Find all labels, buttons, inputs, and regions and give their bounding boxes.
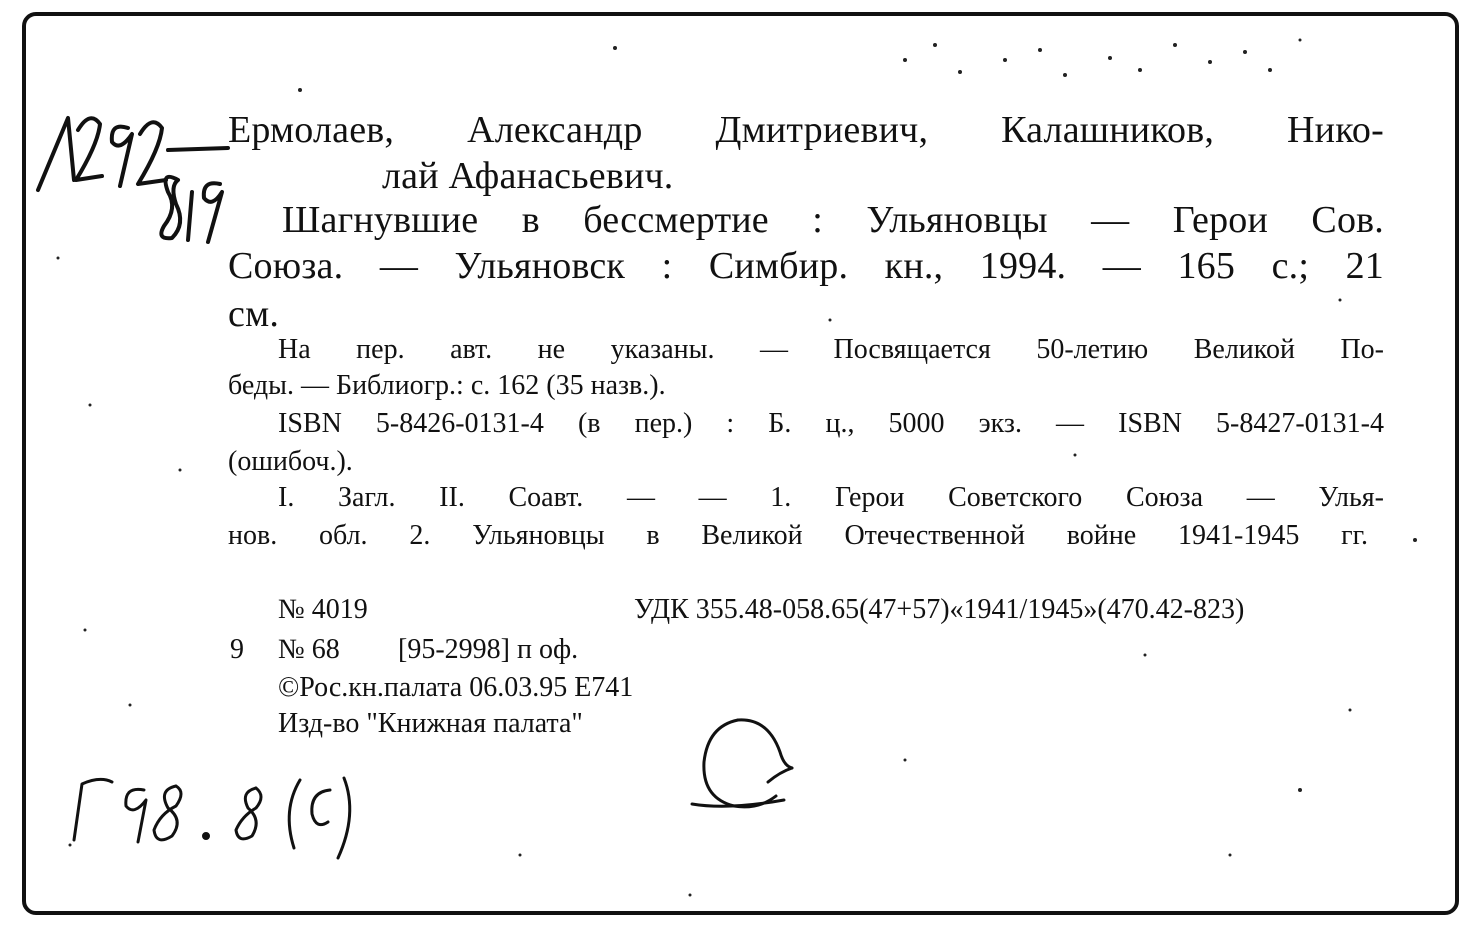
title-text-1: Шагнувшие в бессмертие : Ульяновцы — Герои Сов. <box>282 199 1384 241</box>
isbn-text-1: ISBN 5-8426-0131-4 (в пер.) : Б. ц., 5000 экз. — ISBN 5-8427-0131-4 <box>278 408 1384 439</box>
author-heading-line-2: лай Афанасьевич. <box>382 155 674 197</box>
copyright-line: ©Рос.кн.палата 06.03.95 Е741 <box>278 672 634 703</box>
note-text-1: На пер. авт. не указаны. — Посвящается 50-летию Великой По- <box>278 334 1384 365</box>
copy-index: 9 <box>230 634 244 665</box>
subjects-text-1: I. Загл. II. Соавт. — — 1. Герои Советского Союза — Улья- <box>278 482 1384 513</box>
author-heading-text: Ермолаев, Александр Дмитриевич, Калашников, Нико- <box>228 109 1384 151</box>
isbn-line-1 <box>278 408 1384 440</box>
note-line-1 <box>278 334 1384 366</box>
order-number: № 68 <box>278 634 340 665</box>
note-line-2: беды. — Библиогр.: с. 162 (35 назв.). <box>228 370 666 401</box>
title-line-2 <box>228 244 1384 288</box>
title-line-3: см. <box>228 293 280 335</box>
record-number: № 4019 <box>278 594 368 625</box>
handwritten-call-number-top <box>28 100 238 260</box>
publisher-line: Изд-во "Книжная палата" <box>278 708 583 739</box>
order-code: [95-2998] п оф. <box>398 634 579 665</box>
handwritten-call-number-bottom <box>60 770 380 870</box>
title-line-1 <box>282 198 1384 242</box>
subjects-line-2 <box>228 520 1368 552</box>
subjects-line-1 <box>278 482 1384 514</box>
subjects-text-2: нов. обл. 2. Ульяновцы в Великой Отечественной войне 1941-1945 гг. <box>228 520 1368 551</box>
udk-code: УДК 355.48-058.65(47+57)«1941/1945»(470.42-823) <box>634 594 1245 625</box>
isbn-line-2: (ошибоч.). <box>228 446 353 477</box>
author-heading-line-1 <box>228 108 1384 152</box>
stamp-scribble <box>688 712 808 822</box>
title-text-2: Союза. — Ульяновск : Симбир. кн., 1994. — 165 с.; 21 <box>228 245 1384 287</box>
